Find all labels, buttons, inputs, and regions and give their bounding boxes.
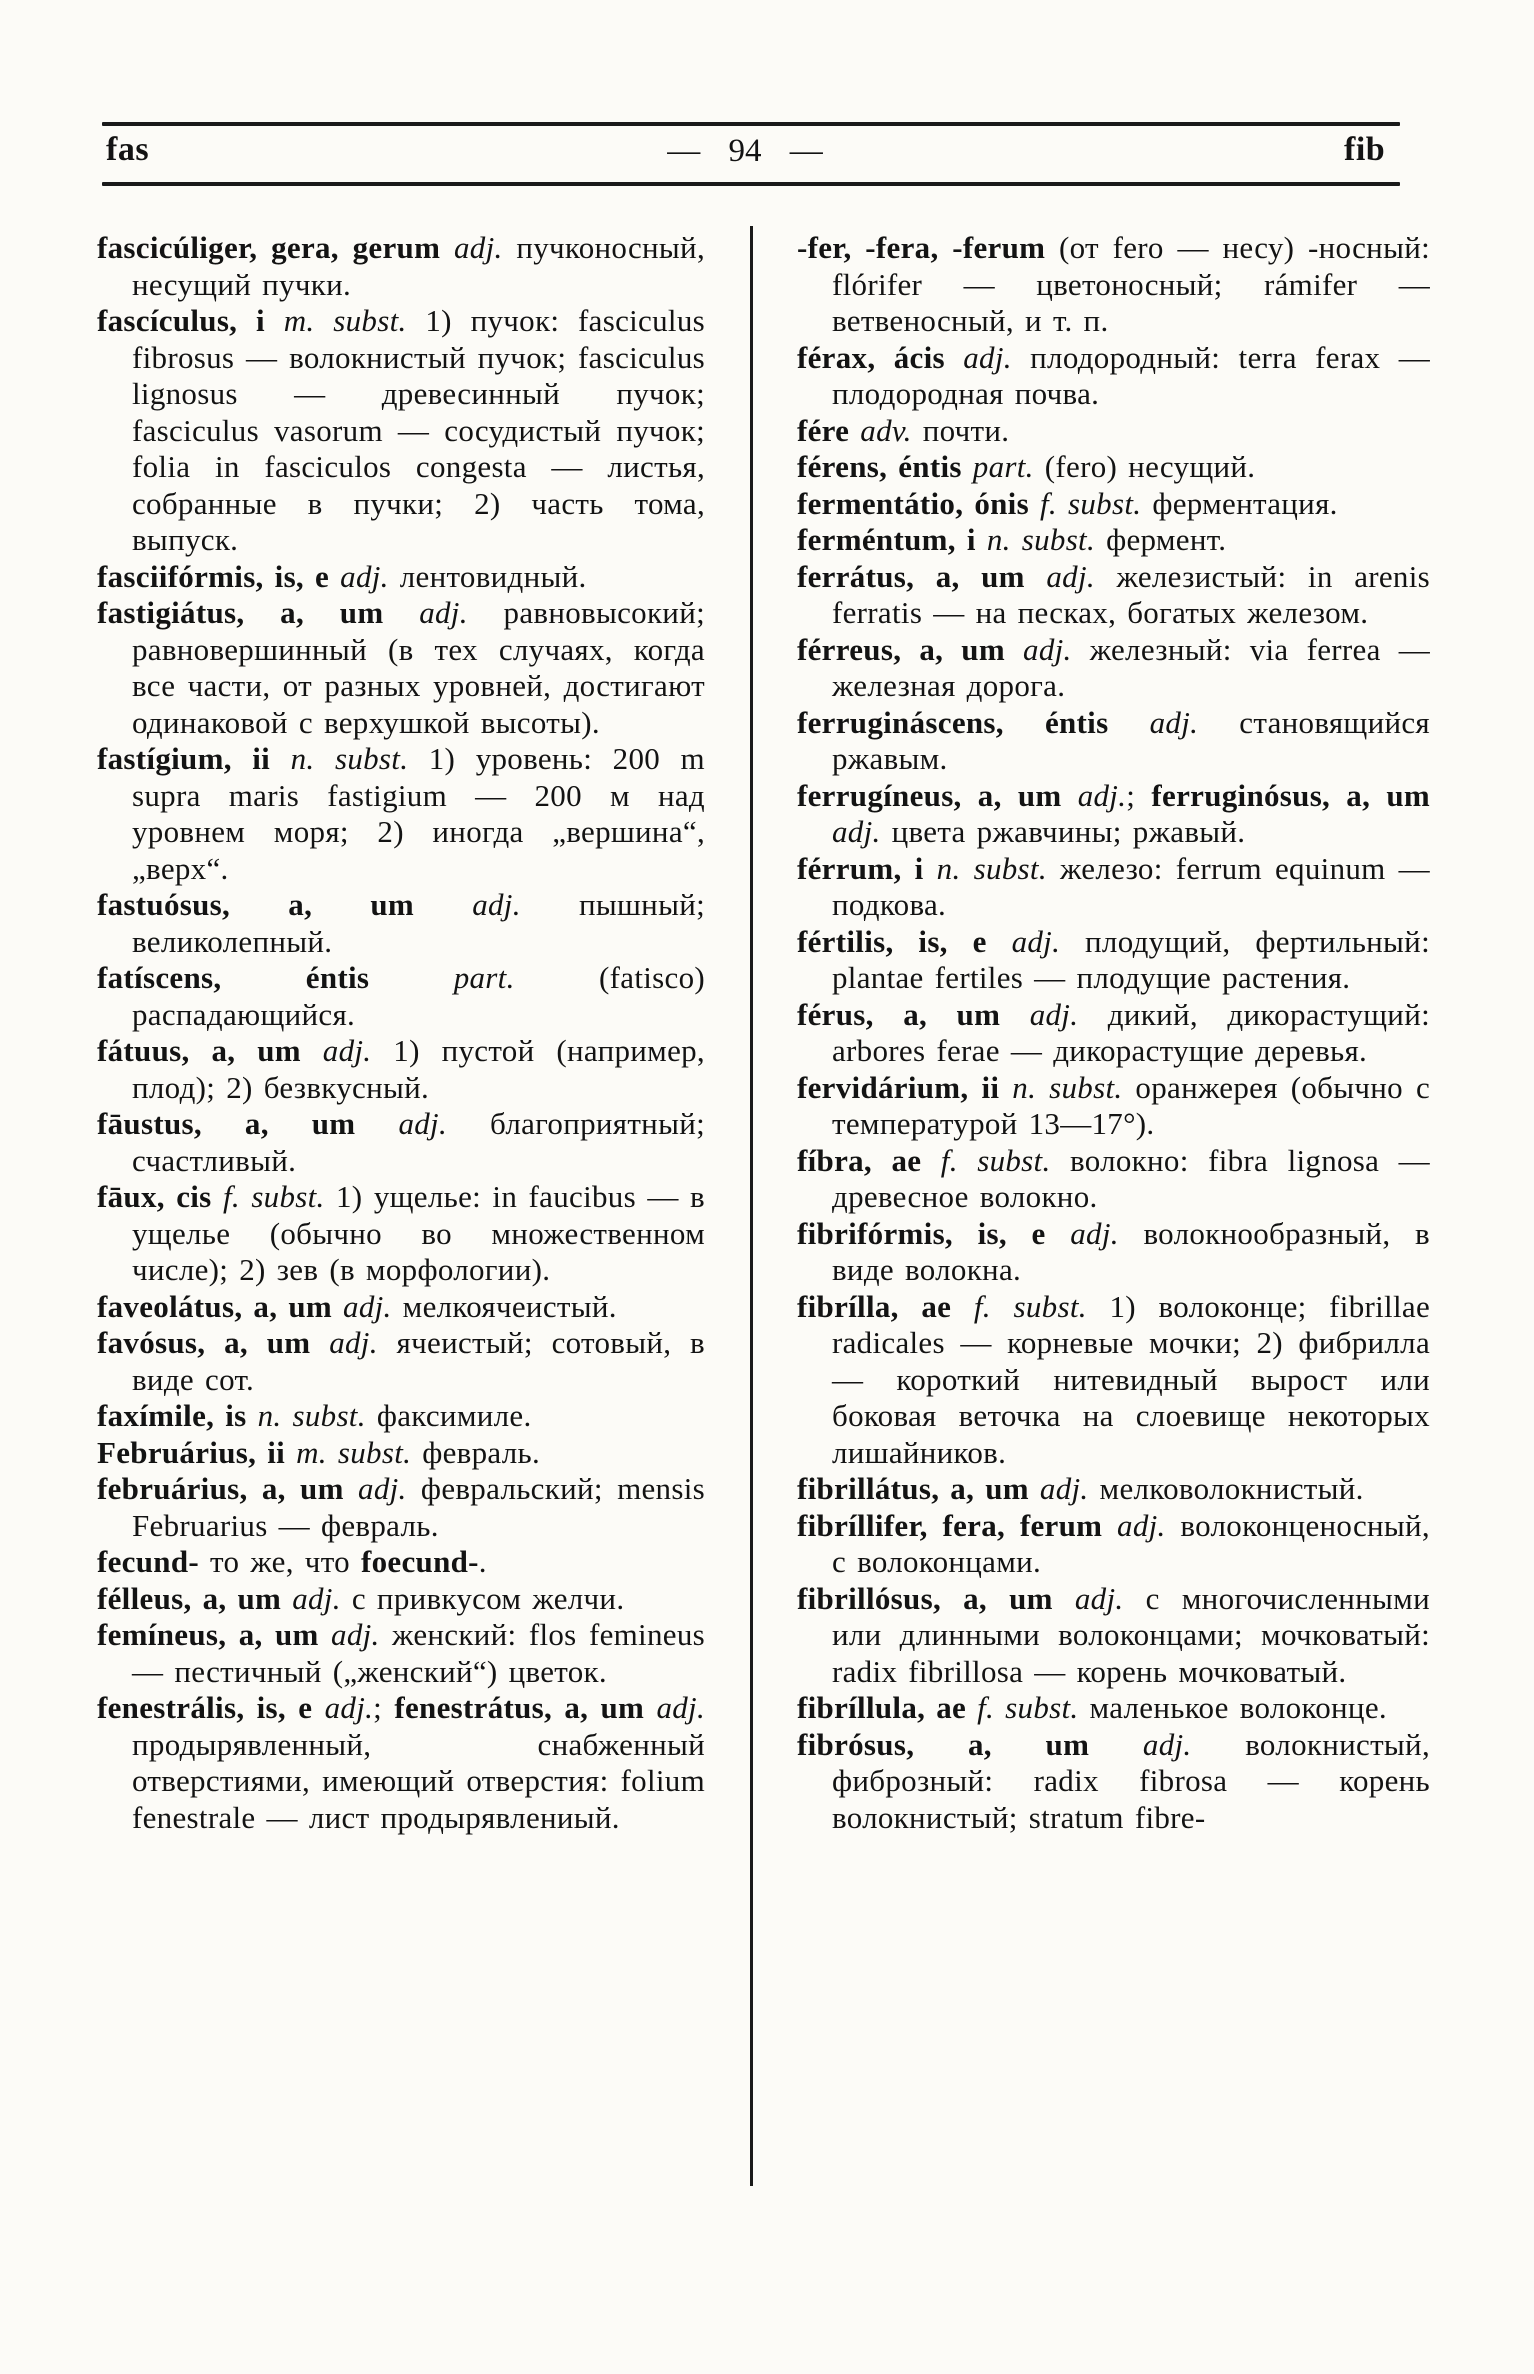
entry-text: пучконосный, несущий пучки. [132,230,706,302]
dictionary-entry [97,1544,705,1581]
entry-grammar-label: adj. [1011,923,1061,959]
dictionary-entry [97,960,705,1033]
entry-text: фермент. [1095,522,1227,557]
dictionary-entry [97,230,705,303]
dictionary-entry [797,486,1430,523]
entry-text: волокнообразный, в виде волокна. [832,1215,1430,1287]
entry-grammar-label: f. subst. [222,1179,325,1214]
entry-text: . [478,1544,487,1579]
entry-grammar-label: adj. [343,1288,392,1324]
entry-text: маленькое волоконце. [1078,1690,1387,1725]
entry-headword: fibríllifer, fera, ferum [797,1507,1118,1543]
header-rule-top [102,122,1400,126]
entry-text: 1) волоконце; fibrillae radicales — корневые мочки; 2) фибрилла — короткий нитевидный вырост или боковая веточка на слоевище некоторых лишайников. [832,1288,1431,1470]
entry-headword: fértilis, is, e [797,923,1012,959]
dictionary-entry [97,303,705,559]
entry-text: железный: via ferrea — железная дорога. [832,631,1431,703]
entry-headword: foecund- [361,1544,479,1579]
dictionary-entry [97,887,705,960]
entry-headword: femíneus, a, um [97,1617,332,1652]
dictionary-entry [97,595,705,741]
entry-grammar-label: adj. [1149,704,1199,740]
entry-text: продырявленный, снабженный отверстиями, имеющий отверстия: folium fenestrale — лист продырявлениый. [132,1726,705,1835]
entry-grammar-label: adj. [1070,1215,1119,1251]
entry-headword: férax, ácis [797,339,964,375]
entry-text: февраль. [411,1434,540,1470]
header-guide-word-right: fib [1344,131,1386,168]
entry-headword: fermentátio, ónis [797,485,1040,521]
entry-grammar-label: adj. [454,230,503,265]
entry-headword: fenestrátus, a, um [394,1690,657,1725]
entry-text: женский: flos femineus — пестичный („женский“) цветок. [132,1617,705,1689]
entry-text: лентовидный. [388,558,587,594]
entry-grammar-label: adj. [832,814,881,849]
entry-headword: férens, éntis [797,449,973,484]
entry-headword: ferruginósus, a, um [1151,777,1430,813]
entry-headword: fíbra, ae [797,1142,941,1178]
dictionary-entry [97,1325,705,1398]
entry-headword: férreus, a, um [797,631,1024,667]
entry-text: ; [1126,777,1152,813]
entry-headword: fibrifórmis, is, e [797,1215,1071,1251]
entry-grammar-label: adj. [358,1471,407,1506]
entry-headword: ferméntum, i [797,522,987,557]
entry-grammar-label: part. [453,960,515,995]
dictionary-entry [97,1581,705,1618]
entry-grammar-label: adj. [1046,558,1095,594]
entry-headword: fastígium, ii [97,741,291,776]
dictionary-entry [97,1435,705,1472]
entry-text: железо: ferrum equinum — подкова. [832,850,1430,922]
entry-text: дикий, дикорастущий: arbores ferae — дикорастущие деревья. [832,996,1430,1068]
entry-grammar-label: m. subst. [283,303,407,338]
dictionary-entry [797,1727,1430,1837]
entry-headword: fibríllula, ae [797,1690,978,1725]
dictionary-entry [797,1690,1430,1727]
entry-headword: fátuus, a, um [97,1033,323,1068]
dictionary-entry [97,1617,705,1690]
entry-grammar-label: adj. [1029,996,1079,1032]
entry-headword: fenestrális, is, e [97,1690,325,1725]
dictionary-entry [797,705,1430,778]
entry-headword: ferrugináscens, éntis [797,704,1150,740]
entry-grammar-label: adj. [1077,777,1127,813]
entry-text: волокнистый, фиброзный: radix fibrosa — корень волокнистый; stratum fibre- [832,1726,1430,1835]
dictionary-entry [797,924,1430,997]
entry-headword: faxímile, is [97,1398,258,1433]
entry-grammar-label: adj. [331,1617,380,1652]
dictionary-entry [97,559,705,596]
entry-grammar-label: adj. [1142,1726,1192,1762]
entry-grammar-label: n. subst. [986,522,1096,557]
entry-headword: fastuósus, a, um [97,887,473,922]
entry-text: ; [373,1690,395,1725]
entry-text: ферментация. [1141,485,1338,521]
entry-grammar-label: adj. [419,595,468,630]
entry-grammar-label: f. subst. [973,1288,1087,1324]
dictionary-entry [797,1070,1430,1143]
entry-text: благоприятный; счастливый. [132,1106,705,1178]
entry-grammar-label: f. subst. [940,1142,1051,1178]
dictionary-entry [797,522,1430,559]
entry-grammar-label: n. subst. [1012,1069,1123,1105]
dictionary-entry [97,1179,705,1289]
entry-headword: fibrílla, ae [797,1288,974,1324]
dictionary-entry [797,1581,1430,1691]
entry-text: плодущий, фертильный: plantae fertiles — плодущие растения. [832,923,1430,995]
entry-grammar-label: adj. [1023,631,1072,667]
entry-text: то же, что [199,1544,361,1579]
entry-grammar-label: adj. [963,339,1012,375]
entry-grammar-label: adj. [324,1690,374,1725]
entry-grammar-label: adj. [1117,1507,1166,1543]
entry-grammar-label: adv. [860,412,912,448]
dictionary-entry [797,1216,1430,1289]
entry-text: с привкусом желчи. [340,1580,625,1616]
dictionary-entry [97,1289,705,1326]
entry-headword: -fer, -fera, -ferum [797,230,1060,265]
left-column [97,230,705,1836]
entry-text: с многочисленными или длинными волоконцами; мочковатый: radix fibrillosa — корень мочковатый. [832,1580,1430,1689]
entry-text: оранжерея (обычно с температурой 13—17°). [832,1069,1430,1141]
entry-text: плодородный: terra ferax — плодородная почва. [832,339,1430,411]
dictionary-entry [97,1690,705,1836]
entry-text: почти. [911,412,1010,448]
header-rule-bottom [102,182,1400,186]
entry-grammar-label: adj. [398,1106,448,1141]
dictionary-entry [797,1289,1430,1472]
entry-headword: Februárius, ii [97,1434,297,1470]
dictionary-entry [97,1106,705,1179]
entry-text: равновысокий; равновершинный (в тех случаях, когда все части, от разных уровней, достигают одинаковой с верхушкой высоты). [132,595,706,740]
entry-headword: faveolátus, a, um [97,1288,344,1324]
dictionary-entry [797,1143,1430,1216]
entry-text: (fatisco) распадающийся. [132,960,705,1032]
entry-grammar-label: part. [972,449,1034,484]
entry-grammar-label: adj. [656,1690,706,1725]
column-divider [750,226,753,2186]
dictionary-entry [797,632,1430,705]
entry-headword: fecund- [97,1544,199,1579]
right-column [797,230,1430,1836]
entry-text: становящийся ржавым. [832,704,1430,776]
entry-grammar-label: adj. [322,1033,372,1068]
entry-grammar-label: adj. [1074,1580,1124,1616]
dictionary-entry [797,851,1430,924]
entry-grammar-label: adj. [292,1580,341,1616]
entry-headword: félleus, a, um [97,1580,293,1616]
entry-headword: fāux, cis [97,1179,223,1214]
entry-grammar-label: n. subst. [290,741,409,776]
dictionary-entry [797,559,1430,632]
entry-text: 1) ущелье: in faucibus — в ущелье (обычно во множественном числе); 2) зев (в морфологии). [132,1179,705,1287]
dictionary-entry [797,413,1430,450]
entry-grammar-label: m. subst. [296,1434,412,1470]
entry-headword: februárius, a, um [97,1471,359,1506]
entry-text: ячеистый; сотовый, в виде сот. [132,1325,705,1397]
dictionary-entry [97,1471,705,1544]
dictionary-entry [97,1398,705,1435]
entry-headword: fāustus, a, um [97,1106,399,1141]
entry-grammar-label: adj. [340,558,389,594]
entry-headword: fatíscens, éntis [97,960,454,995]
entry-headword: fibrillósus, a, um [797,1580,1075,1616]
dictionary-entry [797,230,1430,340]
entry-grammar-label: n. subst. [257,1398,366,1433]
dictionary-entry [797,997,1430,1070]
entry-grammar-label: n. subst. [936,850,1047,886]
dictionary-entry [797,340,1430,413]
entry-text: волоконценосный, с волоконцами. [832,1507,1430,1579]
dictionary-entry [797,778,1430,851]
entry-text: железистый: in arenis ferratis — на песках, богатых железом. [832,558,1431,630]
entry-text: пышный; великолепный. [132,887,705,959]
entry-headword: fére [797,412,861,448]
entry-headword: fascículus, i [97,303,284,338]
entry-text: мелкоячеистый. [391,1288,617,1324]
entry-text: (от fero — несу) -носный: flórifer — цветоносный; rámifer — ветвеносный, и т. п. [832,230,1430,338]
entry-grammar-label: adj. [1039,1471,1089,1506]
entry-text: факсимиле. [365,1398,532,1433]
entry-grammar-label: adj. [472,887,521,922]
dictionary-entry [797,1471,1430,1508]
entry-headword: fibrósus, a, um [797,1726,1143,1762]
dictionary-entry [97,1033,705,1106]
entry-text: 1) пустой (например, плод); 2) безвкусный. [132,1033,705,1105]
entry-headword: fibrillátus, a, um [797,1471,1040,1506]
entry-headword: fastigiátus, a, um [97,595,420,630]
entry-grammar-label: f. subst. [977,1690,1079,1725]
entry-text: мелковолокнистый. [1088,1471,1364,1506]
dictionary-entry [797,449,1430,486]
header-guide-word-left: fas [106,131,150,168]
entry-headword: fascicúliger, gera, gerum [97,230,454,265]
entry-headword: férrum, i [797,850,937,886]
entry-headword: férus, a, um [797,996,1030,1032]
dictionary-entry [797,1508,1430,1581]
dictionary-entry [97,741,705,887]
entry-text: февральский; mensis Februarius — февраль. [132,1471,705,1543]
page-number: — 94 — [667,133,823,169]
entry-text: цвета ржавчины; ржавый. [880,814,1246,849]
entry-headword: ferrugíneus, a, um [797,777,1078,813]
entry-text: 1) уровень: 200 m supra maris fastigium — 200 м над уровнем моря; 2) иногда „вершина“, „верх“. [132,741,705,886]
entry-headword: fasciifórmis, is, e [97,558,341,594]
entry-text: (fero) несущий. [1033,449,1256,484]
entry-headword: favósus, a, um [97,1325,330,1360]
entry-grammar-label: f. subst. [1040,485,1142,521]
entry-text: волокно: fibra lignosa — древесное волокно. [832,1142,1430,1214]
entry-headword: ferrátus, a, um [797,558,1047,594]
entry-text: 1) пучок: fasciculus fibrosus — волокнистый пучок; fasciculus lignosus — древесинный пучок; fasciculus vasorum — сосудистый пучок; folia in fasciculos congesta — листья, собранные в пучки; 2) часть тома, выпуск. [132,303,705,557]
entry-grammar-label: adj. [329,1325,378,1360]
entry-headword: fervidárium, ii [797,1069,1013,1105]
